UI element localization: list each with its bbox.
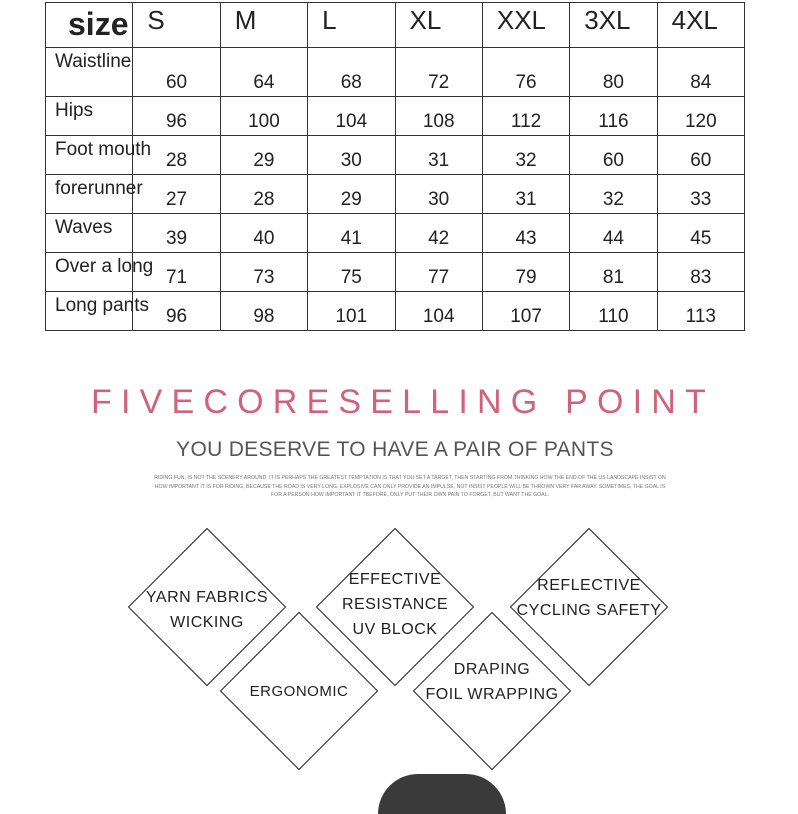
feature-label-draping: [412, 657, 572, 707]
selling-point-subtitle: YOU DESERVE TO HAVE A PAIR OF PANTS: [176, 438, 614, 461]
measurement-value: 71: [133, 253, 220, 292]
measurement-value: 73: [220, 253, 307, 292]
size-col-xxl: XXL: [482, 3, 569, 48]
measurement-value: 40: [220, 214, 307, 253]
measurement-label: Over a long: [46, 253, 133, 292]
measurement-value: 27: [133, 175, 220, 214]
measurement-value: 60: [133, 48, 220, 97]
measurement-label: Hips: [46, 97, 133, 136]
feature-line: ERGONOMIC: [249, 683, 349, 700]
fine-print-line: RIDING FUN, IS NOT THE SCENERY AROUND. IT IS PERHAPS THE GREATEST TEMPTATION IS THAT YOU SET A TARGET, THEN STARTING FROM THINKING HOW THE END OF THE US LANDSCAPE INSIST ON: [154, 475, 666, 481]
measurement-label: forerunner: [46, 175, 133, 214]
fine-print-paragraph: [140, 474, 680, 500]
size-chart-table: [45, 2, 745, 331]
measurement-value: 77: [395, 253, 482, 292]
measurement-row: [46, 175, 745, 214]
measurement-value: 79: [482, 253, 569, 292]
measurement-value: 113: [657, 292, 744, 331]
feature-label-reflective: [509, 573, 669, 623]
measurement-value: 32: [570, 175, 657, 214]
measurement-value: 60: [570, 136, 657, 175]
fine-print-line: HOW IMPORTANT IT IS FOR RIDING, BECAUSE THE ROAD IS VERY LONG. EXPLOSIVE CAN ONLY PROVIDE AN IMPULSE, NOT INSIST PEOPLE WILL BE THROWN VERY FAR AWAY. SOMETIMES, THE GOAL IS: [154, 483, 666, 490]
measurement-value: 112: [482, 97, 569, 136]
measurement-value: 96: [133, 292, 220, 331]
size-col-3xl: 3XL: [570, 3, 657, 48]
measurement-value: 42: [395, 214, 482, 253]
size-col-4xl: 4XL: [657, 3, 744, 48]
measurement-value: 96: [133, 97, 220, 136]
feature-line: EFFECTIVE: [348, 571, 442, 588]
measurement-value: 45: [657, 214, 744, 253]
measurement-value: 110: [570, 292, 657, 331]
feature-label-ergonomic: [219, 679, 379, 704]
measurement-row: [46, 253, 745, 292]
measurement-label: Waistline: [46, 48, 133, 97]
size-table-body: [46, 48, 745, 331]
measurement-value: 41: [308, 214, 395, 253]
measurement-row: [46, 97, 745, 136]
measurement-value: 29: [220, 136, 307, 175]
measurement-value: 101: [308, 292, 395, 331]
measurement-row: [46, 48, 745, 97]
measurement-value: 64: [220, 48, 307, 97]
size-col-l: L: [308, 3, 395, 48]
measurement-value: 81: [570, 253, 657, 292]
measurement-value: 116: [570, 97, 657, 136]
measurement-row: [46, 214, 745, 253]
measurement-value: 30: [308, 136, 395, 175]
measurement-value: 28: [133, 136, 220, 175]
measurement-value: 83: [657, 253, 744, 292]
feature-label-uv: [315, 567, 475, 642]
feature-label-fabrics: [127, 585, 287, 635]
measurement-value: 100: [220, 97, 307, 136]
feature-line: YARN FABRICS: [145, 589, 269, 606]
feature-line: RESISTANCE: [341, 596, 449, 613]
measurement-value: 84: [657, 48, 744, 97]
measurement-value: 104: [395, 292, 482, 331]
measurement-value: 39: [133, 214, 220, 253]
measurement-label: Long pants: [46, 292, 133, 331]
product-image-top: [378, 774, 506, 814]
size-col-xl: XL: [395, 3, 482, 48]
measurement-value: 68: [308, 48, 395, 97]
feature-line: FOIL WRAPPING: [425, 686, 559, 703]
measurement-value: 72: [395, 48, 482, 97]
measurement-value: 31: [482, 175, 569, 214]
measurement-value: 80: [570, 48, 657, 97]
feature-line: REFLECTIVE: [537, 577, 641, 594]
measurement-value: 60: [657, 136, 744, 175]
measurement-value: 32: [482, 136, 569, 175]
measurement-value: 31: [395, 136, 482, 175]
measurement-row: [46, 136, 745, 175]
feature-line: DRAPING: [453, 661, 531, 678]
measurement-value: 43: [482, 214, 569, 253]
size-col-s: S: [133, 3, 220, 48]
fine-print-line: FOR A PERSON HOW IMPORTANT IT TBEFORE, ONLY PUT THEIR OWN PAIN TO FORGET, BUT WANT THE GOAL.: [271, 492, 549, 499]
measurement-value: 120: [657, 97, 744, 136]
measurement-value: 104: [308, 97, 395, 136]
measurement-value: 29: [308, 175, 395, 214]
feature-line: UV BLOCK: [352, 621, 438, 638]
measurement-value: 107: [482, 292, 569, 331]
measurement-label: Waves: [46, 214, 133, 253]
measurement-value: 98: [220, 292, 307, 331]
measurement-value: 44: [570, 214, 657, 253]
size-corner-label: size: [46, 3, 133, 48]
feature-line: CYCLING SAFETY: [516, 602, 662, 619]
measurement-value: 33: [657, 175, 744, 214]
size-header-row: [46, 3, 745, 48]
measurement-label: Foot mouth: [46, 136, 133, 175]
measurement-row: [46, 292, 745, 331]
measurement-value: 75: [308, 253, 395, 292]
measurement-value: 108: [395, 97, 482, 136]
size-col-m: M: [220, 3, 307, 48]
measurement-value: 30: [395, 175, 482, 214]
measurement-value: 76: [482, 48, 569, 97]
feature-line: WICKING: [170, 614, 244, 631]
selling-point-title: FIVECORESELLING POINT: [91, 383, 715, 421]
measurement-value: 28: [220, 175, 307, 214]
